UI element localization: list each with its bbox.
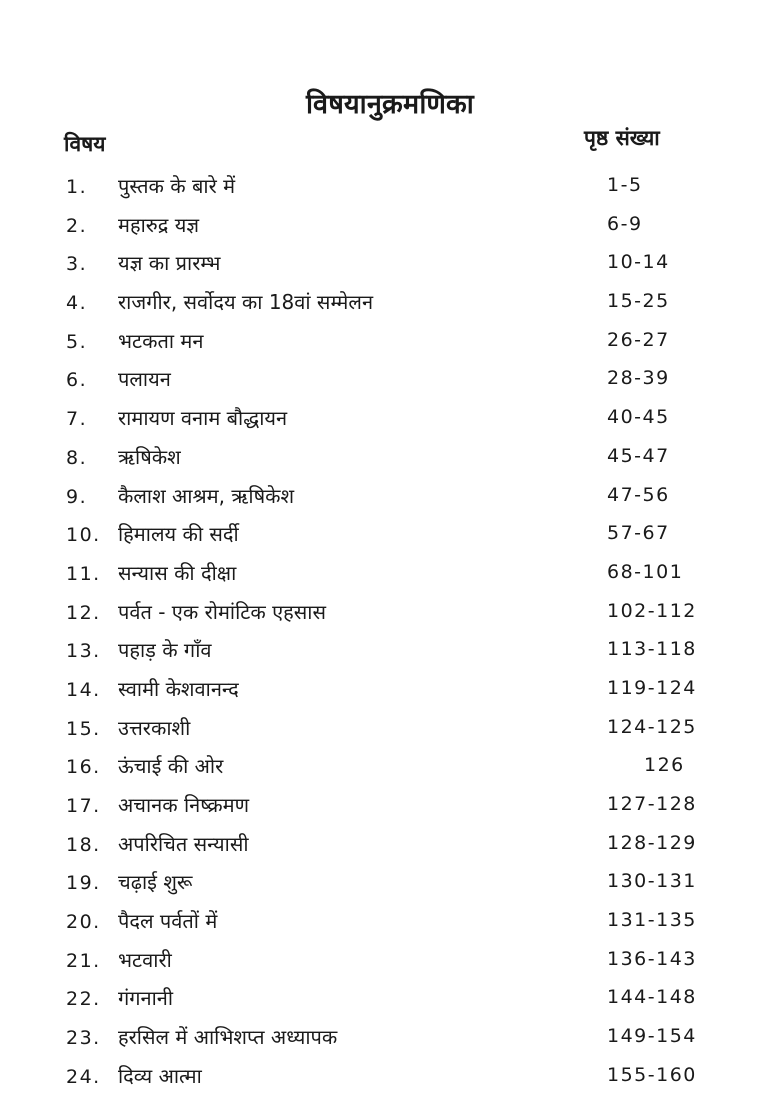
entry-pages: 127-128 bbox=[607, 793, 697, 815]
entry-number: 5. bbox=[66, 330, 88, 353]
entry-number: 18. bbox=[66, 833, 101, 856]
entry-pages: 68-101 bbox=[607, 560, 684, 583]
toc-entry bbox=[0, 942, 780, 981]
entry-title: भटवारी bbox=[118, 947, 172, 972]
entry-title: हरसिल में आभिशप्त अध्यापक bbox=[118, 1025, 338, 1050]
toc-entry bbox=[0, 826, 780, 865]
toc-entry bbox=[0, 632, 780, 671]
entry-number: 9. bbox=[66, 485, 88, 508]
entry-pages: 26-27 bbox=[607, 328, 670, 351]
column-header-subject: विषय bbox=[64, 132, 106, 156]
entry-number: 11. bbox=[66, 562, 101, 585]
toc-list bbox=[0, 168, 780, 1097]
entry-title: चढ़ाई शुरू bbox=[118, 870, 193, 895]
entry-number: 23. bbox=[66, 1027, 101, 1050]
toc-entry bbox=[0, 1058, 780, 1097]
toc-entry bbox=[0, 555, 780, 594]
entry-pages: 126 bbox=[644, 754, 685, 777]
entry-pages: 57-67 bbox=[607, 522, 670, 545]
entry-number: 16. bbox=[66, 756, 101, 779]
column-header-page-number: पृष्ठ संख्या bbox=[584, 126, 660, 150]
entry-number: 4. bbox=[66, 292, 88, 315]
toc-entry bbox=[0, 748, 780, 787]
entry-title: कैलाश आश्रम, ऋषिकेश bbox=[118, 483, 295, 508]
entry-number: 3. bbox=[66, 253, 88, 276]
entry-title: महारुद्र यज्ञ bbox=[118, 212, 200, 237]
entry-title: अचानक निष्क्रमण bbox=[118, 793, 250, 817]
entry-pages: 45-47 bbox=[607, 444, 670, 467]
entry-number: 15. bbox=[66, 717, 101, 740]
entry-title: पहाड़ के गाँव bbox=[118, 638, 212, 663]
entry-pages: 113-118 bbox=[607, 638, 697, 661]
entry-number: 7. bbox=[66, 408, 88, 431]
entry-title: यज्ञ का प्रारम्भ bbox=[118, 251, 221, 276]
entry-pages: 1-5 bbox=[607, 174, 643, 196]
entry-pages: 119-124 bbox=[607, 676, 697, 699]
toc-entry bbox=[0, 478, 780, 517]
toc-entry bbox=[0, 903, 780, 942]
entry-number: 12. bbox=[66, 601, 101, 624]
toc-entry bbox=[0, 245, 780, 284]
toc-entry bbox=[0, 168, 780, 207]
entry-pages: 40-45 bbox=[607, 406, 670, 429]
toc-entry bbox=[0, 710, 780, 749]
entry-title: हिमालय की सर्दी bbox=[118, 522, 239, 547]
entry-title: स्वामी केशवानन्द bbox=[118, 676, 239, 701]
entry-pages: 149-154 bbox=[607, 1025, 697, 1048]
entry-pages: 155-160 bbox=[607, 1063, 697, 1086]
entry-pages: 136-143 bbox=[607, 947, 697, 970]
entry-title: रामायण वनाम बौद्धायन bbox=[118, 406, 288, 431]
entry-title: दिव्य आत्मा bbox=[118, 1063, 202, 1088]
entry-number: 19. bbox=[66, 872, 101, 895]
entry-number: 2. bbox=[66, 214, 88, 237]
entry-pages: 28-39 bbox=[607, 367, 670, 390]
entry-title: पैदल पर्वतों में bbox=[118, 909, 218, 934]
entry-title: ऊंचाई की ओर bbox=[118, 754, 224, 779]
entry-number: 10. bbox=[66, 524, 101, 547]
entry-title: पुस्तक के बारे में bbox=[118, 174, 236, 198]
entry-number: 8. bbox=[66, 446, 88, 469]
entry-pages: 130-131 bbox=[607, 870, 697, 893]
entry-pages: 102-112 bbox=[607, 599, 697, 622]
entry-number: 17. bbox=[66, 795, 101, 817]
toc-entry bbox=[0, 864, 780, 903]
entry-pages: 47-56 bbox=[607, 483, 670, 506]
toc-entry bbox=[0, 284, 780, 323]
entry-title: भटकता मन bbox=[118, 328, 204, 353]
toc-entry bbox=[0, 516, 780, 555]
toc-entry bbox=[0, 594, 780, 633]
entry-pages: 144-148 bbox=[607, 986, 697, 1009]
toc-entry bbox=[0, 323, 780, 362]
entry-number: 22. bbox=[66, 988, 101, 1011]
toc-entry bbox=[0, 980, 780, 1019]
entry-title: ऋषिकेश bbox=[118, 444, 181, 469]
toc-entry bbox=[0, 439, 780, 478]
entry-pages: 10-14 bbox=[607, 251, 670, 274]
entry-number: 20. bbox=[66, 911, 101, 934]
entry-pages: 15-25 bbox=[607, 290, 670, 313]
entry-title: अपरिचित सन्यासी bbox=[118, 831, 249, 856]
entry-number: 14. bbox=[66, 678, 101, 701]
entry-pages: 124-125 bbox=[607, 715, 697, 738]
toc-entry bbox=[0, 207, 780, 246]
entry-number: 1. bbox=[66, 176, 88, 198]
toc-entry bbox=[0, 787, 780, 826]
entry-number: 6. bbox=[66, 369, 88, 392]
entry-title: उत्तरकाशी bbox=[118, 715, 191, 740]
entry-number: 13. bbox=[66, 640, 101, 663]
toc-entry bbox=[0, 1019, 780, 1058]
entry-pages: 128-129 bbox=[607, 831, 697, 854]
entry-pages: 131-135 bbox=[607, 909, 697, 932]
entry-pages: 6-9 bbox=[607, 212, 643, 235]
toc-entry bbox=[0, 671, 780, 710]
entry-title: सन्यास की दीक्षा bbox=[118, 560, 237, 585]
toc-entry bbox=[0, 361, 780, 400]
entry-title: पलायन bbox=[118, 367, 171, 392]
entry-number: 24. bbox=[66, 1065, 101, 1088]
entry-title: गंगनानी bbox=[118, 986, 174, 1011]
page-title: विषयानुक्रमणिका bbox=[306, 89, 474, 120]
entry-title: पर्वत - एक रोमांटिक एहसास bbox=[118, 599, 326, 624]
toc-entry bbox=[0, 400, 780, 439]
entry-title: राजगीर, सर्वोदय का 18वां सम्मेलन bbox=[118, 290, 374, 315]
entry-number: 21. bbox=[66, 949, 101, 972]
